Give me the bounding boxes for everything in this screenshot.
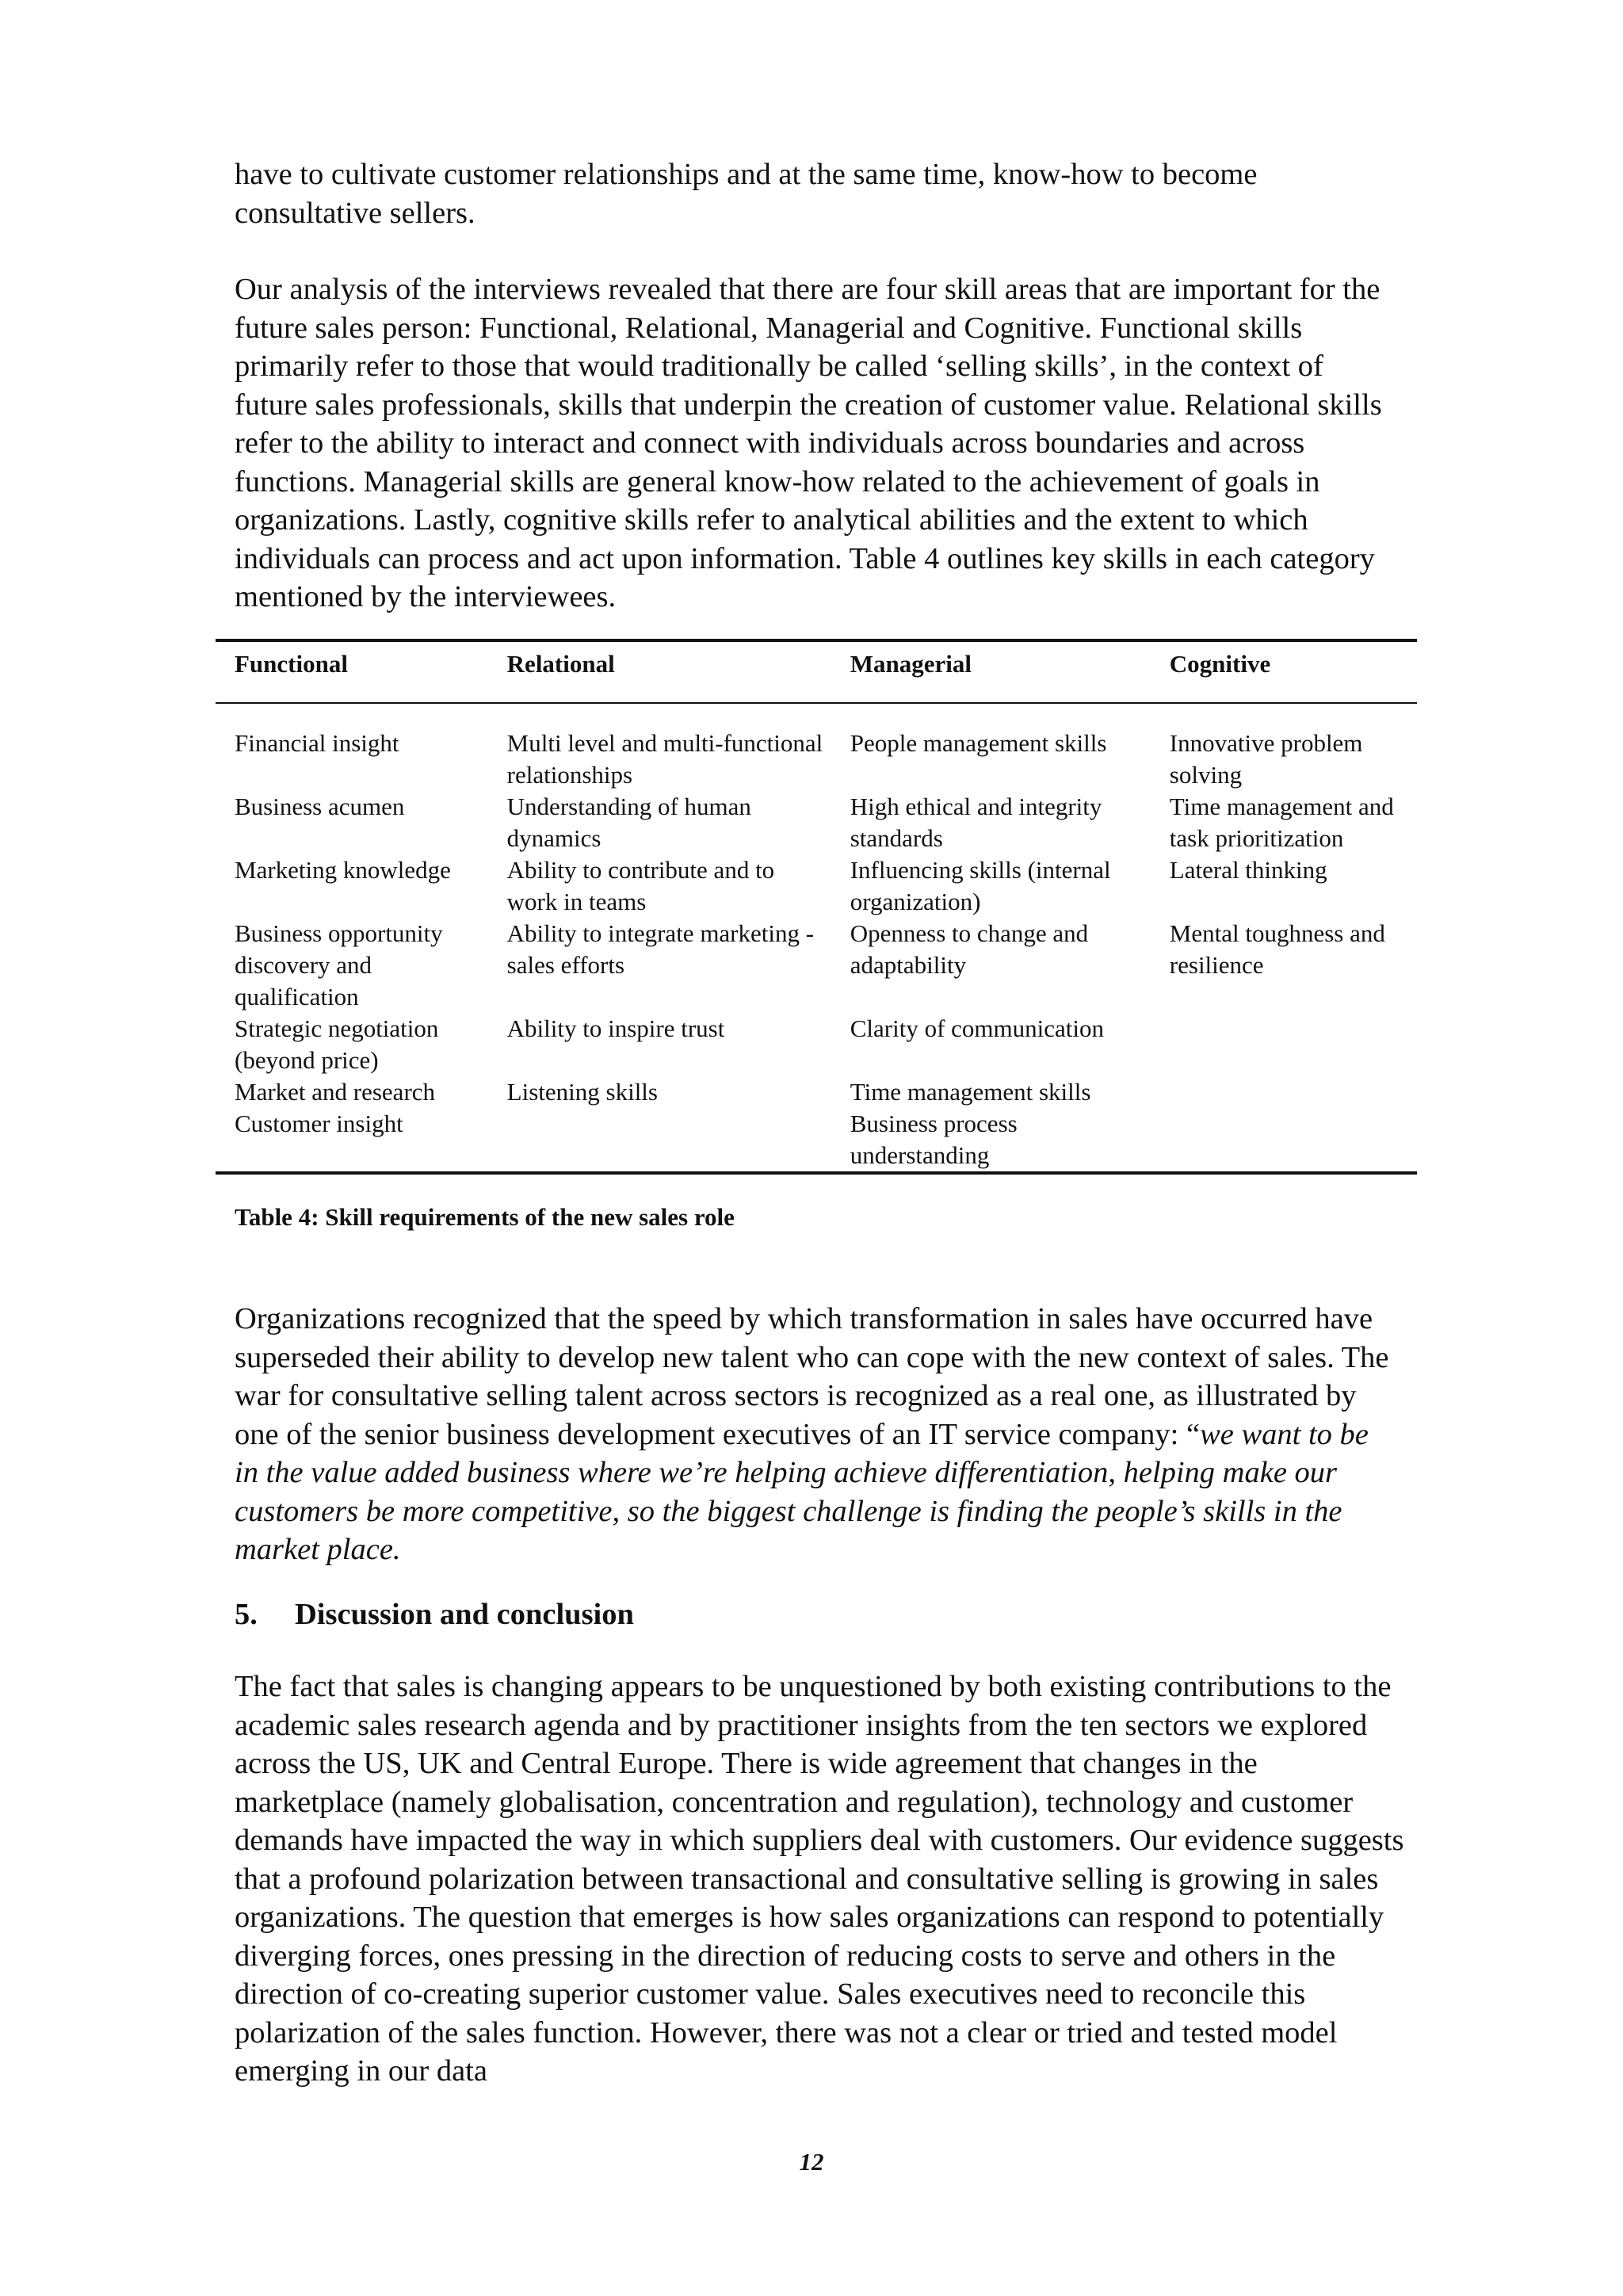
page-number: 12 (799, 2148, 824, 2176)
table-row (216, 1076, 1417, 1108)
table-cell: Clarity of communication (850, 1014, 1104, 1042)
table-cell: Financial insight (235, 729, 399, 757)
table-cell: People management skills (850, 729, 1107, 757)
table-cell: Ability to inspire trust (506, 1014, 725, 1042)
table-cell: Ability to contribute and to work in teams (506, 856, 775, 915)
table-cell: Customer insight (216, 1108, 488, 1173)
header-cognitive: Cognitive (1151, 640, 1417, 703)
table-cell: Listening skills (506, 1078, 658, 1106)
paragraph-intro: have to cultivate customer relationships and at the same time, know-how to become consultative sellers. (235, 158, 1258, 230)
section-title: Discussion and conclusion (295, 1598, 634, 1631)
table-cell: Business process understanding (831, 1108, 1151, 1173)
table-cell: Time management and task prioritization (1169, 793, 1394, 852)
table-cell (1151, 1076, 1417, 1108)
table-cell: Multi level and multi-functional relationships (506, 729, 823, 789)
header-functional: Functional (216, 640, 488, 703)
table-row (216, 703, 1417, 791)
table-cell: Innovative problem solving (1169, 729, 1363, 789)
table-row (216, 791, 1417, 854)
table-cell: Time management skills (850, 1078, 1091, 1106)
table-cell (1151, 1013, 1417, 1076)
table-cell: Mental toughness and resilience (1169, 919, 1385, 979)
table-row (216, 854, 1417, 918)
table-row (216, 918, 1417, 1013)
table-cell: Understanding of human dynamics (506, 793, 751, 852)
paragraph-talent (235, 1300, 1400, 1569)
table-row (216, 1108, 1417, 1173)
interview-quote: we want to be in the value added business where we’re helping achieve differentiation, helping make our customers be more competitive, so the biggest challenge is finding the people’s skills in the market place. (235, 1417, 1369, 1566)
table-cell (488, 1108, 831, 1173)
table-cell: Strategic negotiation (beyond price) (235, 1014, 439, 1074)
paragraph-talent-text: Organizations recognized that the speed by which transformation in sales have occurred have superseded their ability to develop new talent who can cope with the new context of sales. The war for consultative selling talent across sectors is recognized as a real one, as illustrated by one of the senior business development executives of an IT service company: “ (235, 1302, 1389, 1451)
table-cell (1151, 1108, 1417, 1173)
table-cell: Openness to change and adaptability (850, 919, 1089, 979)
paragraph-skill-areas: Our analysis of the interviews revealed that there are four skill areas that are important for the future sales person: Functional, Relational, Managerial and Cognitive. Functional skills primarily refer to those that would traditionally be called ‘selling skills’, in the context of future sales professionals, skills that underpin the creation of customer value. Relational skills refer to the ability to interact and connect with individuals across boundaries and across functions. Managerial skills are general know-how related to the achievement of goals in organizations. Lastly, cognitive skills refer to analytical abilities and the extent to which individuals can process and act upon information. Table 4 outlines key skills in each category mentioned by the interviewees. (235, 273, 1382, 613)
table-cell: Business acumen (235, 793, 405, 820)
table-cell: Marketing knowledge (235, 856, 451, 884)
table-caption: Table 4: Skill requirements of the new sales role (235, 1203, 735, 1231)
text-column (235, 155, 1400, 617)
section-heading (235, 1597, 634, 1632)
section-number: 5. (235, 1598, 258, 1631)
table-cell: Lateral thinking (1169, 856, 1327, 884)
paragraph-discussion: The fact that sales is changing appears to be unquestioned by both existing contributions to the academic sales research agenda and by practitioner insights from the ten sectors we explored across the US, UK and Central Europe. There is wide agreement that changes in the marketplace (namely globalisation, concentration and regulation), technology and customer demands have impacted the way in which suppliers deal with customers. Our evidence suggests that a profound polarization between transactional and consultative selling is growing in sales organizations. The question that emerges is how sales organizations can respond to potentially diverging forces, ones pressing in the direction of reducing costs to serve and others in the direction of co-creating superior customer value. Sales executives need to reconcile this polarization of the sales function. However, there was not a clear or tried and tested model emerging in our data (235, 1670, 1404, 2088)
table-cell: Influencing skills (internal organization) (850, 856, 1111, 915)
table-header-row (216, 640, 1417, 703)
table-row (216, 1013, 1417, 1076)
table-cell: Ability to integrate marketing - sales efforts (506, 919, 815, 979)
table-cell: High ethical and integrity standards (850, 793, 1102, 852)
skills-table (216, 639, 1417, 1175)
table-cell: Business opportunity discovery and qualification (235, 919, 443, 1010)
header-managerial: Managerial (831, 640, 1151, 703)
header-relational: Relational (488, 640, 831, 703)
table-cell: Market and research (235, 1078, 436, 1106)
